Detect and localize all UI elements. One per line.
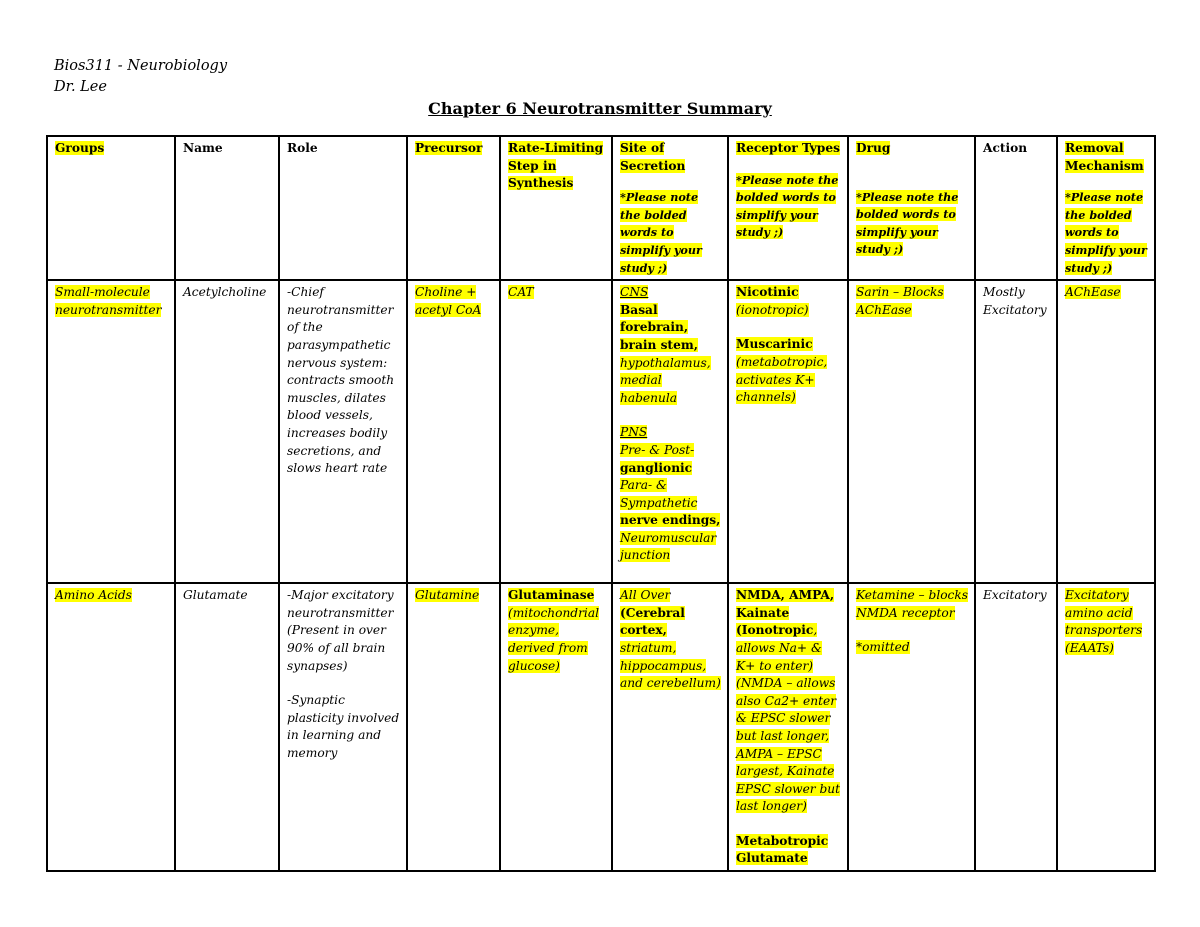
cell-removal: AChEase [1057, 280, 1155, 583]
cell-receptor: Nicotinic (ionotropic) Muscarinic (metabotropic, activates K+ channels) [728, 280, 848, 583]
cell-name: Glutamate [175, 583, 279, 871]
cell-role: -Chief neurotransmitter of the parasympathetic nervous system: contracts smooth muscles, dilates blood vessels, increases bodily secretions, and slows heart rate [279, 280, 407, 583]
header-name: Name [175, 136, 279, 280]
header-removal: Removal Mechanism *Please note the bolded words to simplify your study ;) [1057, 136, 1155, 280]
header-action: Action [975, 136, 1057, 280]
cell-rate-limiting: CAT [500, 280, 612, 583]
header-rate-limiting: Rate-Limiting Step in Synthesis [500, 136, 612, 280]
cell-drug: Sarin – Blocks AChEase [848, 280, 975, 583]
cell-action: Mostly Excitatory [975, 280, 1057, 583]
table-header-row [47, 136, 1155, 280]
cell-drug: Ketamine – blocks NMDA receptor *omitted [848, 583, 975, 871]
cell-role: -Major excitatory neurotransmitter (Present in over 90% of all brain synapses) -Synaptic plasticity involved in learning and memory [279, 583, 407, 871]
header-site: Site of Secretion *Please note the bolded words to simplify your study ;) [612, 136, 728, 280]
table-row [47, 583, 1155, 871]
study-note: *Please note the bolded words to simplify your study ;) [736, 172, 839, 240]
header-drug: Drug *Please note the bolded words to simplify your study ;) [848, 136, 975, 280]
instructor-name: Dr. Lee [54, 79, 107, 95]
cell-precursor: Choline + acetyl CoA [407, 280, 500, 583]
header-receptor: Receptor Types *Please note the bolded words to simplify your study ;) [728, 136, 848, 280]
study-note: *Please note the bolded words to simplify your study ;) [856, 189, 959, 257]
cell-site: CNS Basal forebrain, brain stem, hypothalamus, medial habenula PNS Pre- & Post- ganglionic Para- & Sympathetic nerve endings, Neuromuscular junction [612, 280, 728, 583]
table-row [47, 280, 1155, 583]
cell-site: All Over (Cerebral cortex, striatum, hippocampus, and cerebellum) [612, 583, 728, 871]
header-groups: Groups [47, 136, 175, 280]
cell-action: Excitatory [975, 583, 1057, 871]
cell-removal: Excitatory amino acid transporters (EAATs) [1057, 583, 1155, 871]
course-name: Bios311 - Neurobiology [54, 58, 228, 74]
header-precursor: Precursor [407, 136, 500, 280]
page-title: Chapter 6 Neurotransmitter Summary [428, 99, 772, 118]
cell-precursor: Glutamine [407, 583, 500, 871]
cell-group: Amino Acids [47, 583, 175, 871]
cell-group: Small-molecule neurotransmitter [47, 280, 175, 583]
neurotransmitter-table [46, 135, 1156, 872]
study-note: *Please note the bolded words to simplify your study ;) [620, 190, 702, 275]
study-note: *Please note the bolded words to simplify your study ;) [1065, 190, 1147, 275]
cell-rate-limiting: Glutaminase (mitochondrial enzyme, derived from glucose) [500, 583, 612, 871]
cell-receptor: NMDA, AMPA, Kainate (Ionotropic, allows Na+ & K+ to enter) (NMDA – allows also Ca2+ enter & EPSC slower but last longer, AMPA – EPSC largest, Kainate EPSC slower but last longer) Metabotropic Glutamate [728, 583, 848, 871]
header-role: Role [279, 136, 407, 280]
cell-name: Acetylcholine [175, 280, 279, 583]
